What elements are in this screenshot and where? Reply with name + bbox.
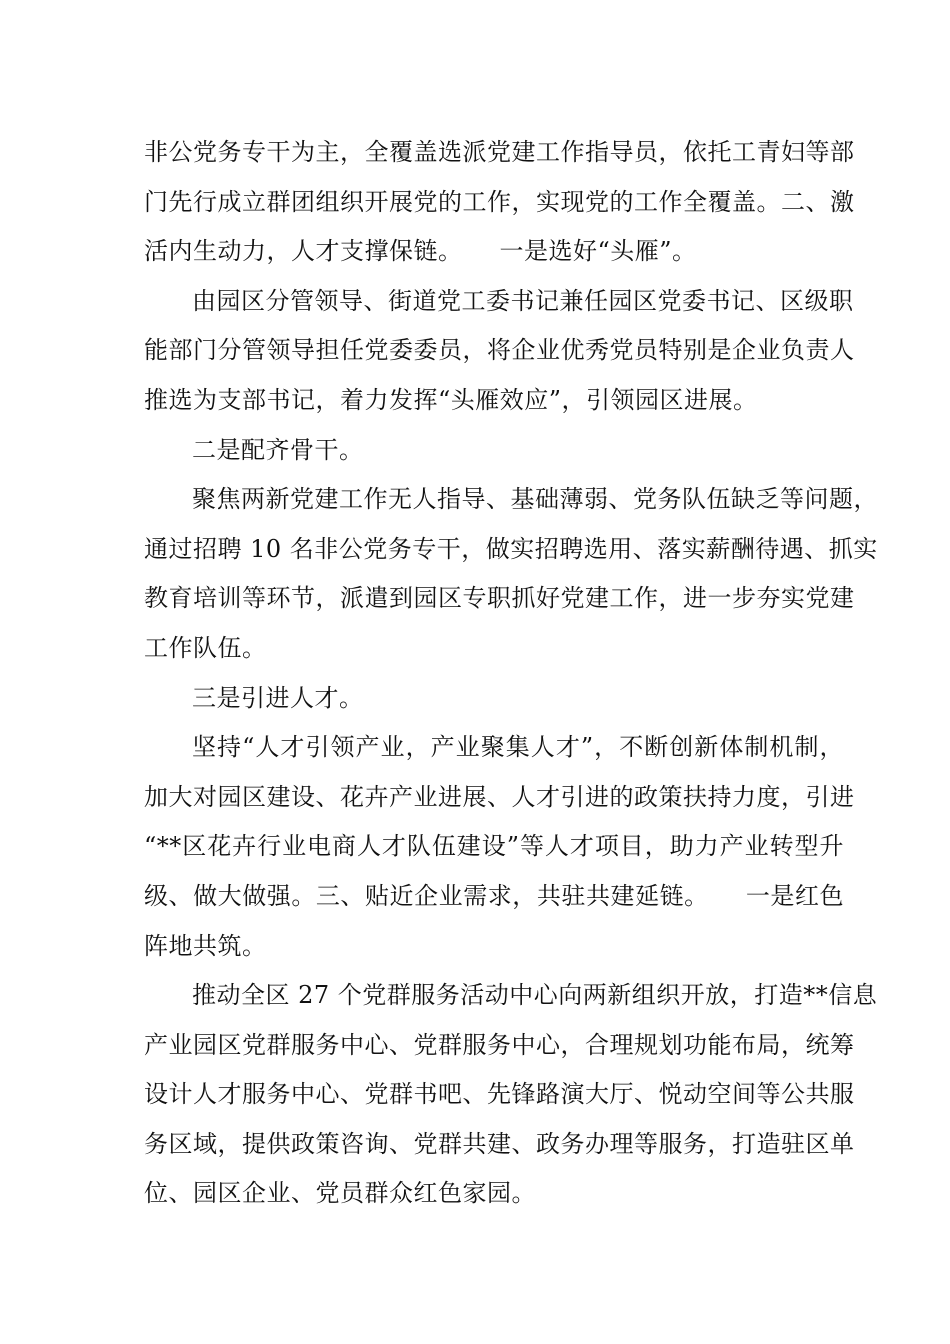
text-line: 务区域，提供政策咨询、党群共建、政务办理等服务，打造驻区单: [144, 1129, 855, 1158]
text-line: 教育培训等环节，派遣到园区专职抓好党建工作，进一步夯实党建: [144, 584, 855, 613]
text-line: 阵地共筑。: [144, 931, 267, 960]
paragraph-first-line: 坚持“人才引领产业，产业聚集人才”，不断创新体制机制，: [192, 733, 844, 762]
text-line: 位、园区企业、党员群众红色家园。: [144, 1179, 536, 1208]
paragraph-first-line: 聚焦两新党建工作无人指导、基础薄弱、党务队伍缺乏等问题，: [192, 485, 878, 514]
text-line: 活内生动力，人才支撑保链。 一是选好“头雁”。: [144, 237, 697, 266]
paragraph-first-line: 由园区分管领导、街道党工委书记兼任园区党委书记、区级职: [192, 286, 854, 315]
text-line: 级、做大做强。三、贴近企业需求，共驻共建延链。 一是红色: [144, 881, 844, 910]
text-line: 工作队伍。: [144, 633, 267, 662]
text-line: 门先行成立群团组织开展党的工作，实现党的工作全覆盖。二、激: [144, 187, 855, 216]
text-line: 加大对园区建设、花卉产业进展、人才引进的政策扶持力度，引进: [144, 782, 855, 811]
text-line: 非公党务专干为主，全覆盖选派党建工作指导员，依托工青妇等部: [144, 138, 855, 166]
text-line: “**区花卉行业电商人才队伍建设”等人才项目，助力产业转型升: [144, 832, 844, 861]
paragraph-first-line: 推动全区 27 个党群服务活动中心向两新组织开放，打造**信息: [192, 981, 878, 1010]
text-line: 推选为支部书记，着力发挥“头雁效应”，引领园区进展。: [144, 385, 758, 414]
text-line: 通过招聘 10 名非公党务专干，做实招聘选用、落实薪酬待遇、抓实: [144, 534, 878, 563]
section-heading: 三是引进人才。: [192, 683, 364, 712]
text-line: 产业园区党群服务中心、党群服务中心，合理规划功能布局，统筹: [144, 1030, 855, 1059]
document-body: [144, 128, 878, 1219]
text-line: 能部门分管领导担任党委委员，将企业优秀党员特别是企业负责人: [144, 336, 855, 365]
section-heading: 二是配齐骨干。: [192, 435, 364, 464]
text-line: 设计人才服务中心、党群书吧、先锋路演大厅、悦动空间等公共服: [144, 1080, 855, 1109]
